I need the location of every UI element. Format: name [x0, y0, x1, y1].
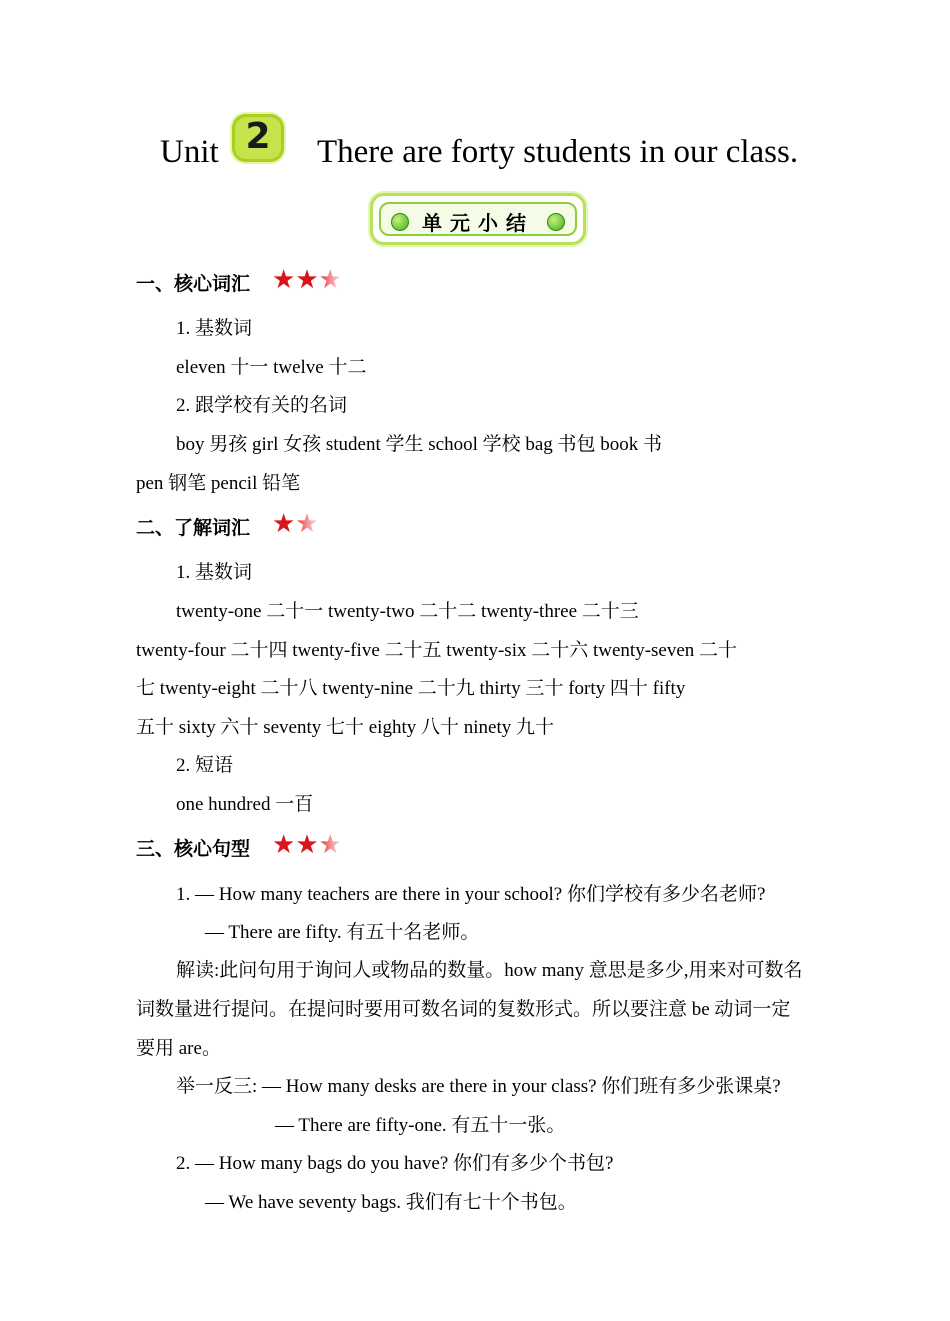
vocab-line: twenty-four 二十四 twenty-five 二十五 twenty-six 二十六 twenty-seven 二十 — [136, 640, 738, 661]
half-star-icon: ★ — [318, 830, 342, 860]
item-label: 1. 基数词 — [176, 562, 253, 583]
star-icon: ★ — [295, 830, 319, 860]
unit-number-badge — [232, 114, 284, 162]
answer-line: — There are fifty. 有五十名老师。 — [205, 922, 480, 943]
explanation-line: 解读:此问句用于询问人或物品的数量。how many 意思是多少,用来对可数名 — [176, 960, 803, 981]
star-icon: ★ — [272, 509, 296, 539]
vocab-line: 五十 sixty 六十 seventy 七十 eighty 八十 ninety 九十 — [136, 717, 554, 738]
vocab-line: pen 钢笔 pencil 铅笔 — [136, 473, 301, 494]
answer-line: — We have seventy bags. 我们有七十个书包。 — [205, 1192, 577, 1213]
item-label: 2. 跟学校有关的名词 — [176, 395, 348, 416]
question-line: 2. — How many bags do you have? 你们有多少个书包? — [176, 1153, 614, 1174]
explanation-line: 词数量进行提问。在提问时要用可数名词的复数形式。所以要注意 be 动词一定 — [136, 999, 791, 1020]
item-label: 1. 基数词 — [176, 318, 253, 339]
star-icon: ★ — [295, 265, 319, 295]
explanation-line: 要用 are。 — [136, 1038, 221, 1059]
star-icon: ★ — [272, 265, 296, 295]
unit-number: 2 — [245, 116, 271, 157]
summary-label: 单元小结 — [422, 211, 534, 235]
star-rating — [272, 510, 319, 538]
item-label: 2. 短语 — [176, 755, 234, 776]
unit-title: There are forty students in our class. — [317, 134, 799, 170]
green-dot-icon — [547, 213, 565, 231]
vocab-line: boy 男孩 girl 女孩 student 学生 school 学校 bag 书包 book 书 — [176, 434, 663, 455]
star-rating — [272, 831, 342, 859]
half-star-icon: ★ — [318, 265, 342, 295]
vocab-line: eleven 十一 twelve 十二 — [176, 357, 367, 378]
question-line: 1. — How many teachers are there in your school? 你们学校有多少名老师? — [176, 884, 766, 905]
section-heading: 三、核心句型 — [136, 839, 251, 860]
example-answer: — There are fifty-one. 有五十一张。 — [275, 1115, 566, 1136]
green-dot-icon — [391, 213, 409, 231]
section-heading: 一、核心词汇 — [136, 274, 251, 295]
vocab-line: 七 twenty-eight 二十八 twenty-nine 二十九 thirty 三十 forty 四十 fifty — [136, 678, 686, 699]
summary-banner — [370, 193, 586, 245]
vocab-line: twenty-one 二十一 twenty-two 二十二 twenty-three 二十三 — [176, 601, 639, 622]
half-star-icon: ★ — [295, 509, 319, 539]
vocab-line: one hundred 一百 — [176, 794, 314, 815]
section-heading: 二、了解词汇 — [136, 518, 251, 539]
example-question: 举一反三: — How many desks are there in your class? 你们班有多少张课桌? — [176, 1076, 781, 1097]
star-icon: ★ — [272, 830, 296, 860]
unit-label: Unit — [160, 134, 219, 170]
star-rating — [272, 266, 342, 294]
